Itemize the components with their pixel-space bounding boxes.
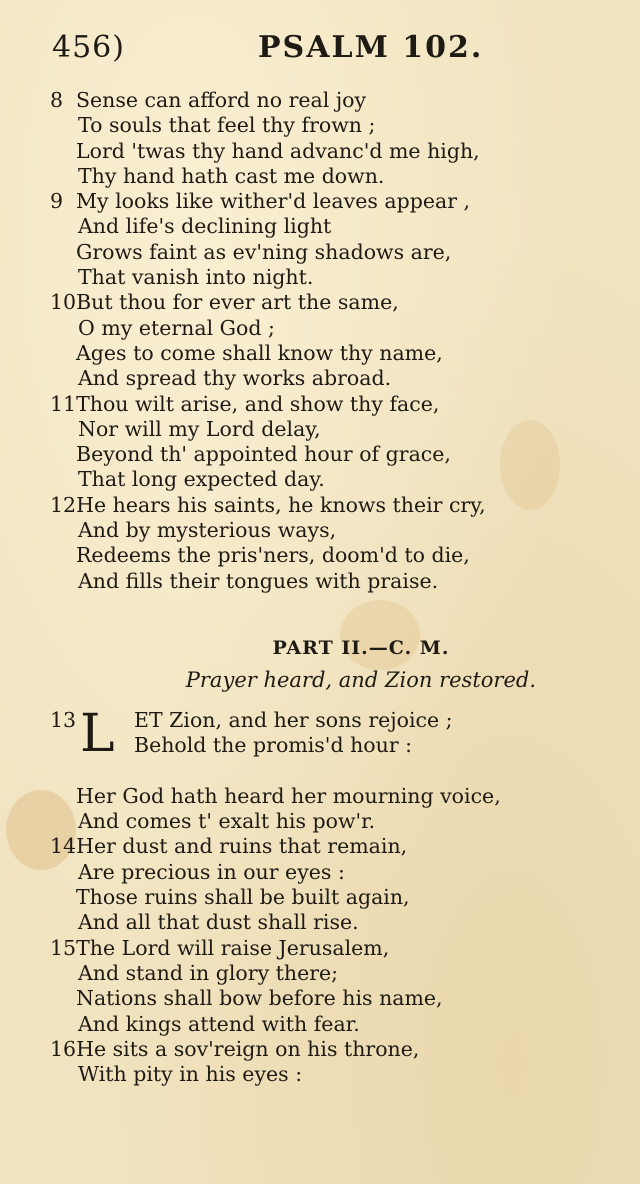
verse-line [50, 316, 610, 341]
verse-text: Thy hand hath cast me down. [78, 163, 385, 188]
verse-text: O my eternal God ; [78, 315, 275, 340]
verse-line [50, 417, 610, 442]
part-subtitle: Prayer heard, and Zion restored. [185, 668, 536, 692]
verse-text: That vanish into night. [78, 265, 314, 290]
paper-stain [340, 600, 420, 670]
verse-text: Grows faint as ev'ning shadows are, [76, 239, 452, 264]
verse-text: And stand in glory there; [78, 960, 339, 985]
verse-number: 12 [50, 492, 77, 517]
verse-text: And kings attend with fear. [78, 1011, 360, 1036]
verse-text: Her dust and ruins that remain, [76, 834, 408, 859]
verse-text: Nations shall bow before his name, [76, 986, 443, 1011]
verse-line [50, 467, 610, 492]
verse-line [50, 1037, 610, 1062]
verse-line [50, 809, 610, 834]
verse-text: And by mysterious ways, [78, 518, 337, 543]
verse-text: Beyond th' appointed hour of grace, [76, 442, 451, 467]
verse-line [50, 910, 610, 935]
verse-text: But thou for ever art the same, [76, 290, 399, 315]
verse-line [50, 189, 610, 214]
verse-line [50, 543, 610, 568]
verse-number: 14 [50, 834, 77, 859]
verse-text: And all that dust shall rise. [78, 910, 359, 935]
verse-text: And spread thy works abroad. [78, 366, 392, 391]
verse-text: The Lord will raise Jerusalem, [76, 935, 390, 960]
verse-line [50, 113, 610, 138]
page-header [48, 28, 608, 68]
verse-text: Thou wilt arise, and show thy face, [76, 391, 440, 416]
verse-line [50, 366, 610, 391]
verse-line [50, 1062, 610, 1087]
verse-number: 8 [50, 88, 64, 112]
verse-text: Are precious in our eyes : [78, 859, 345, 884]
verse-text: That long expected day. [78, 467, 325, 492]
verse-text: Her God hath heard her mourning voice, [76, 783, 501, 808]
verse-number: 9 [50, 189, 64, 214]
verse-text: He hears his saints, he knows their cry, [76, 492, 486, 517]
verse-line [50, 885, 610, 910]
verse-line [50, 392, 610, 417]
verse-line [50, 214, 610, 239]
verse-line [50, 265, 610, 290]
verse-line [50, 518, 610, 543]
verse-text: He sits a sov'reign on his throne, [76, 1036, 420, 1061]
verse-line [50, 493, 610, 518]
verse-text: My looks like wither'd leaves appear , [76, 189, 471, 214]
verse-line [50, 139, 610, 164]
verse-line: ET Zion, and her sons rejoice ; [134, 708, 453, 732]
verse-line [50, 1012, 610, 1037]
verse-number: 15 [50, 935, 77, 960]
verse-text: Those ruins shall be built again, [76, 885, 410, 910]
part-heading: PART II.—C. M. [272, 637, 450, 659]
verse-text: Redeems the pris'ners, doom'd to die, [76, 543, 470, 568]
verse-line [50, 834, 610, 859]
verse-text: And comes t' exalt his pow'r. [78, 809, 376, 834]
verse-text: And life's declining light [78, 214, 332, 239]
verse-line [50, 784, 610, 809]
drop-cap: L [80, 704, 115, 764]
part1-verses [50, 88, 610, 594]
verse-text: To souls that feel thy frown ; [78, 113, 376, 138]
verse-text: Nor will my Lord delay, [78, 416, 321, 441]
verse-line: Behold the promis'd hour : [134, 733, 413, 758]
verse-line [50, 164, 610, 189]
verse-line [50, 860, 610, 885]
verse-number: 11 [50, 391, 77, 416]
verse-text: Sense can afford no real joy [76, 88, 367, 112]
verse-number: 10 [50, 290, 77, 315]
verse-line [50, 88, 610, 113]
part2-verses [50, 704, 610, 1087]
verse-line [50, 290, 610, 315]
verse-line [50, 936, 610, 961]
verse-line [50, 442, 610, 467]
running-title: PSALM 102. [258, 30, 484, 65]
verse-text: Ages to come shall know thy name, [76, 340, 443, 365]
verse-number: 16 [50, 1036, 77, 1061]
verse-number: 13 [50, 708, 77, 732]
verse-text: Lord 'twas thy hand advanc'd me high, [76, 138, 480, 163]
verse-text: With pity in his eyes : [78, 1062, 303, 1087]
verse-13-opening [50, 704, 610, 764]
verse-line [50, 961, 610, 986]
verse-line [50, 569, 610, 594]
verse-line [50, 341, 610, 366]
verse-line [50, 240, 610, 265]
verse-text: And fills their tongues with praise. [78, 568, 439, 593]
verse-line [50, 986, 610, 1011]
page-number: 456) [52, 30, 125, 65]
